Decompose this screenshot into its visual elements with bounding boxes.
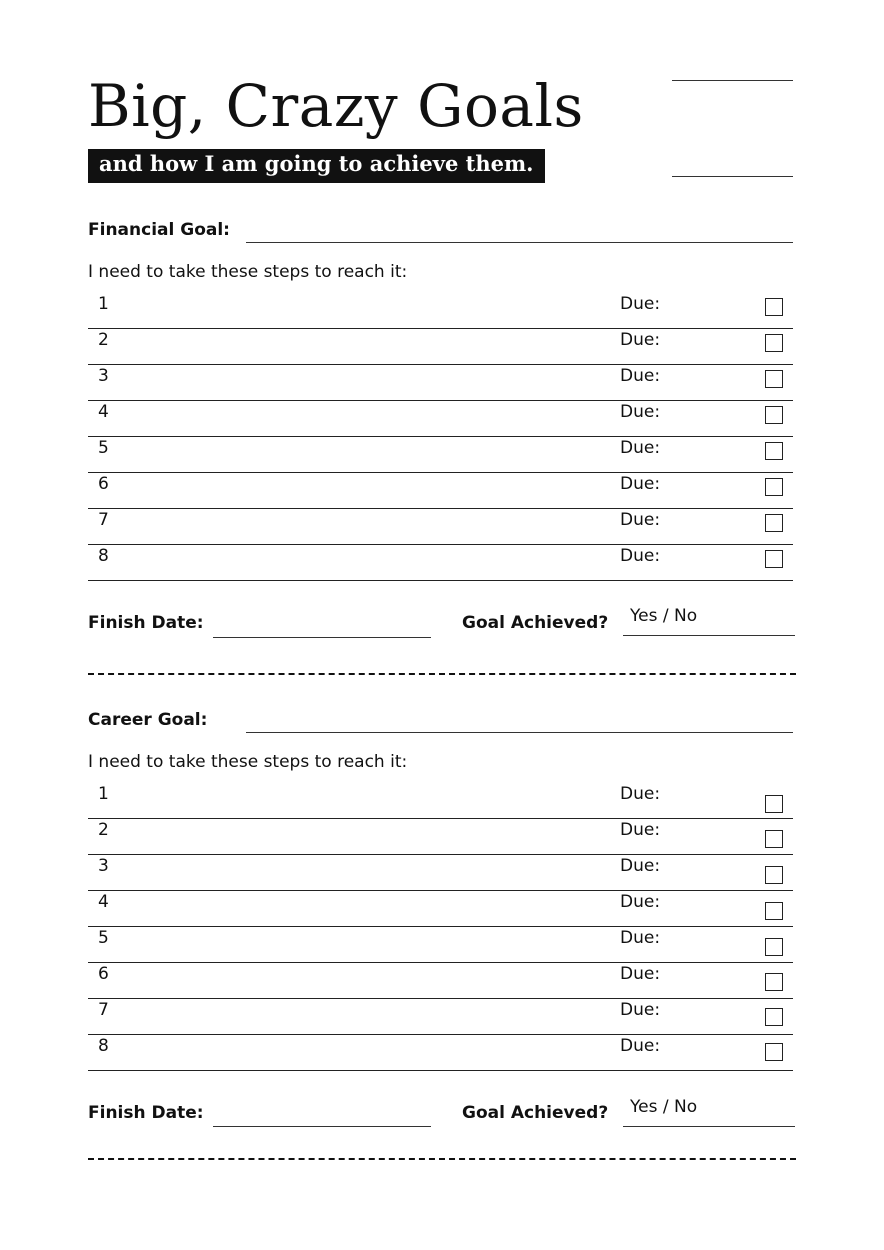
step-checkbox[interactable] xyxy=(765,1043,783,1061)
due-label: Due: xyxy=(620,964,661,984)
step-number: 7 xyxy=(98,1000,109,1020)
step-checkbox[interactable] xyxy=(765,973,783,991)
financial-finish-date-label: Finish Date: xyxy=(88,613,204,633)
due-label: Due: xyxy=(620,510,661,530)
career-goal-field[interactable] xyxy=(246,732,793,733)
step-checkbox[interactable] xyxy=(765,1008,783,1026)
page-subtitle: and how I am going to achieve them. xyxy=(88,149,545,183)
due-label: Due: xyxy=(620,366,661,386)
step-checkbox[interactable] xyxy=(765,406,783,424)
financial-finish-date-field[interactable] xyxy=(213,637,431,638)
step-checkbox[interactable] xyxy=(765,795,783,813)
due-label: Due: xyxy=(620,784,661,804)
step-checkbox[interactable] xyxy=(765,830,783,848)
step-checkbox[interactable] xyxy=(765,514,783,532)
career-goal-label: Career Goal: xyxy=(88,710,208,730)
step-checkbox[interactable] xyxy=(765,334,783,352)
step-row xyxy=(88,472,793,509)
step-row xyxy=(88,400,793,437)
header-blank-line-top[interactable] xyxy=(672,80,793,81)
step-number: 8 xyxy=(98,546,109,566)
step-row xyxy=(88,998,793,1035)
financial-yes-no-options[interactable]: Yes / No xyxy=(630,606,698,626)
step-row xyxy=(88,890,793,927)
due-label: Due: xyxy=(620,474,661,494)
step-row xyxy=(88,818,793,855)
step-number: 6 xyxy=(98,474,109,494)
career-steps-intro: I need to take these steps to reach it: xyxy=(88,752,408,772)
financial-goal-field[interactable] xyxy=(246,242,793,243)
step-number: 6 xyxy=(98,964,109,984)
step-row xyxy=(88,782,793,819)
financial-goal-achieved-field xyxy=(623,635,795,636)
step-checkbox[interactable] xyxy=(765,298,783,316)
step-row xyxy=(88,544,793,581)
step-row xyxy=(88,328,793,365)
step-row xyxy=(88,292,793,329)
step-checkbox[interactable] xyxy=(765,550,783,568)
career-goal-achieved-field xyxy=(623,1126,795,1127)
career-yes-no-options[interactable]: Yes / No xyxy=(630,1097,698,1117)
step-number: 5 xyxy=(98,438,109,458)
step-checkbox[interactable] xyxy=(765,370,783,388)
step-row xyxy=(88,364,793,401)
financial-goal-achieved-label: Goal Achieved? xyxy=(462,613,609,633)
section-divider xyxy=(88,1158,796,1160)
due-label: Due: xyxy=(620,820,661,840)
step-number: 5 xyxy=(98,928,109,948)
step-checkbox[interactable] xyxy=(765,938,783,956)
career-goal-achieved-label: Goal Achieved? xyxy=(462,1103,609,1123)
due-label: Due: xyxy=(620,402,661,422)
step-number: 1 xyxy=(98,784,109,804)
step-checkbox[interactable] xyxy=(765,902,783,920)
step-number: 2 xyxy=(98,820,109,840)
step-checkbox[interactable] xyxy=(765,442,783,460)
due-label: Due: xyxy=(620,856,661,876)
step-row xyxy=(88,926,793,963)
step-number: 1 xyxy=(98,294,109,314)
page-title: Big, Crazy Goals xyxy=(88,72,584,140)
step-number: 2 xyxy=(98,330,109,350)
career-finish-date-label: Finish Date: xyxy=(88,1103,204,1123)
step-row xyxy=(88,854,793,891)
financial-goal-label: Financial Goal: xyxy=(88,220,230,240)
step-row xyxy=(88,1034,793,1071)
step-number: 8 xyxy=(98,1036,109,1056)
step-checkbox[interactable] xyxy=(765,866,783,884)
due-label: Due: xyxy=(620,928,661,948)
step-number: 4 xyxy=(98,402,109,422)
step-number: 3 xyxy=(98,366,109,386)
due-label: Due: xyxy=(620,438,661,458)
due-label: Due: xyxy=(620,892,661,912)
due-label: Due: xyxy=(620,294,661,314)
financial-steps-intro: I need to take these steps to reach it: xyxy=(88,262,408,282)
step-checkbox[interactable] xyxy=(765,478,783,496)
step-row xyxy=(88,436,793,473)
step-row xyxy=(88,962,793,999)
step-number: 4 xyxy=(98,892,109,912)
due-label: Due: xyxy=(620,1000,661,1020)
step-number: 3 xyxy=(98,856,109,876)
step-row xyxy=(88,508,793,545)
section-divider xyxy=(88,673,796,675)
due-label: Due: xyxy=(620,546,661,566)
due-label: Due: xyxy=(620,330,661,350)
career-finish-date-field[interactable] xyxy=(213,1126,431,1127)
due-label: Due: xyxy=(620,1036,661,1056)
step-number: 7 xyxy=(98,510,109,530)
header-blank-line-bottom[interactable] xyxy=(672,176,793,177)
